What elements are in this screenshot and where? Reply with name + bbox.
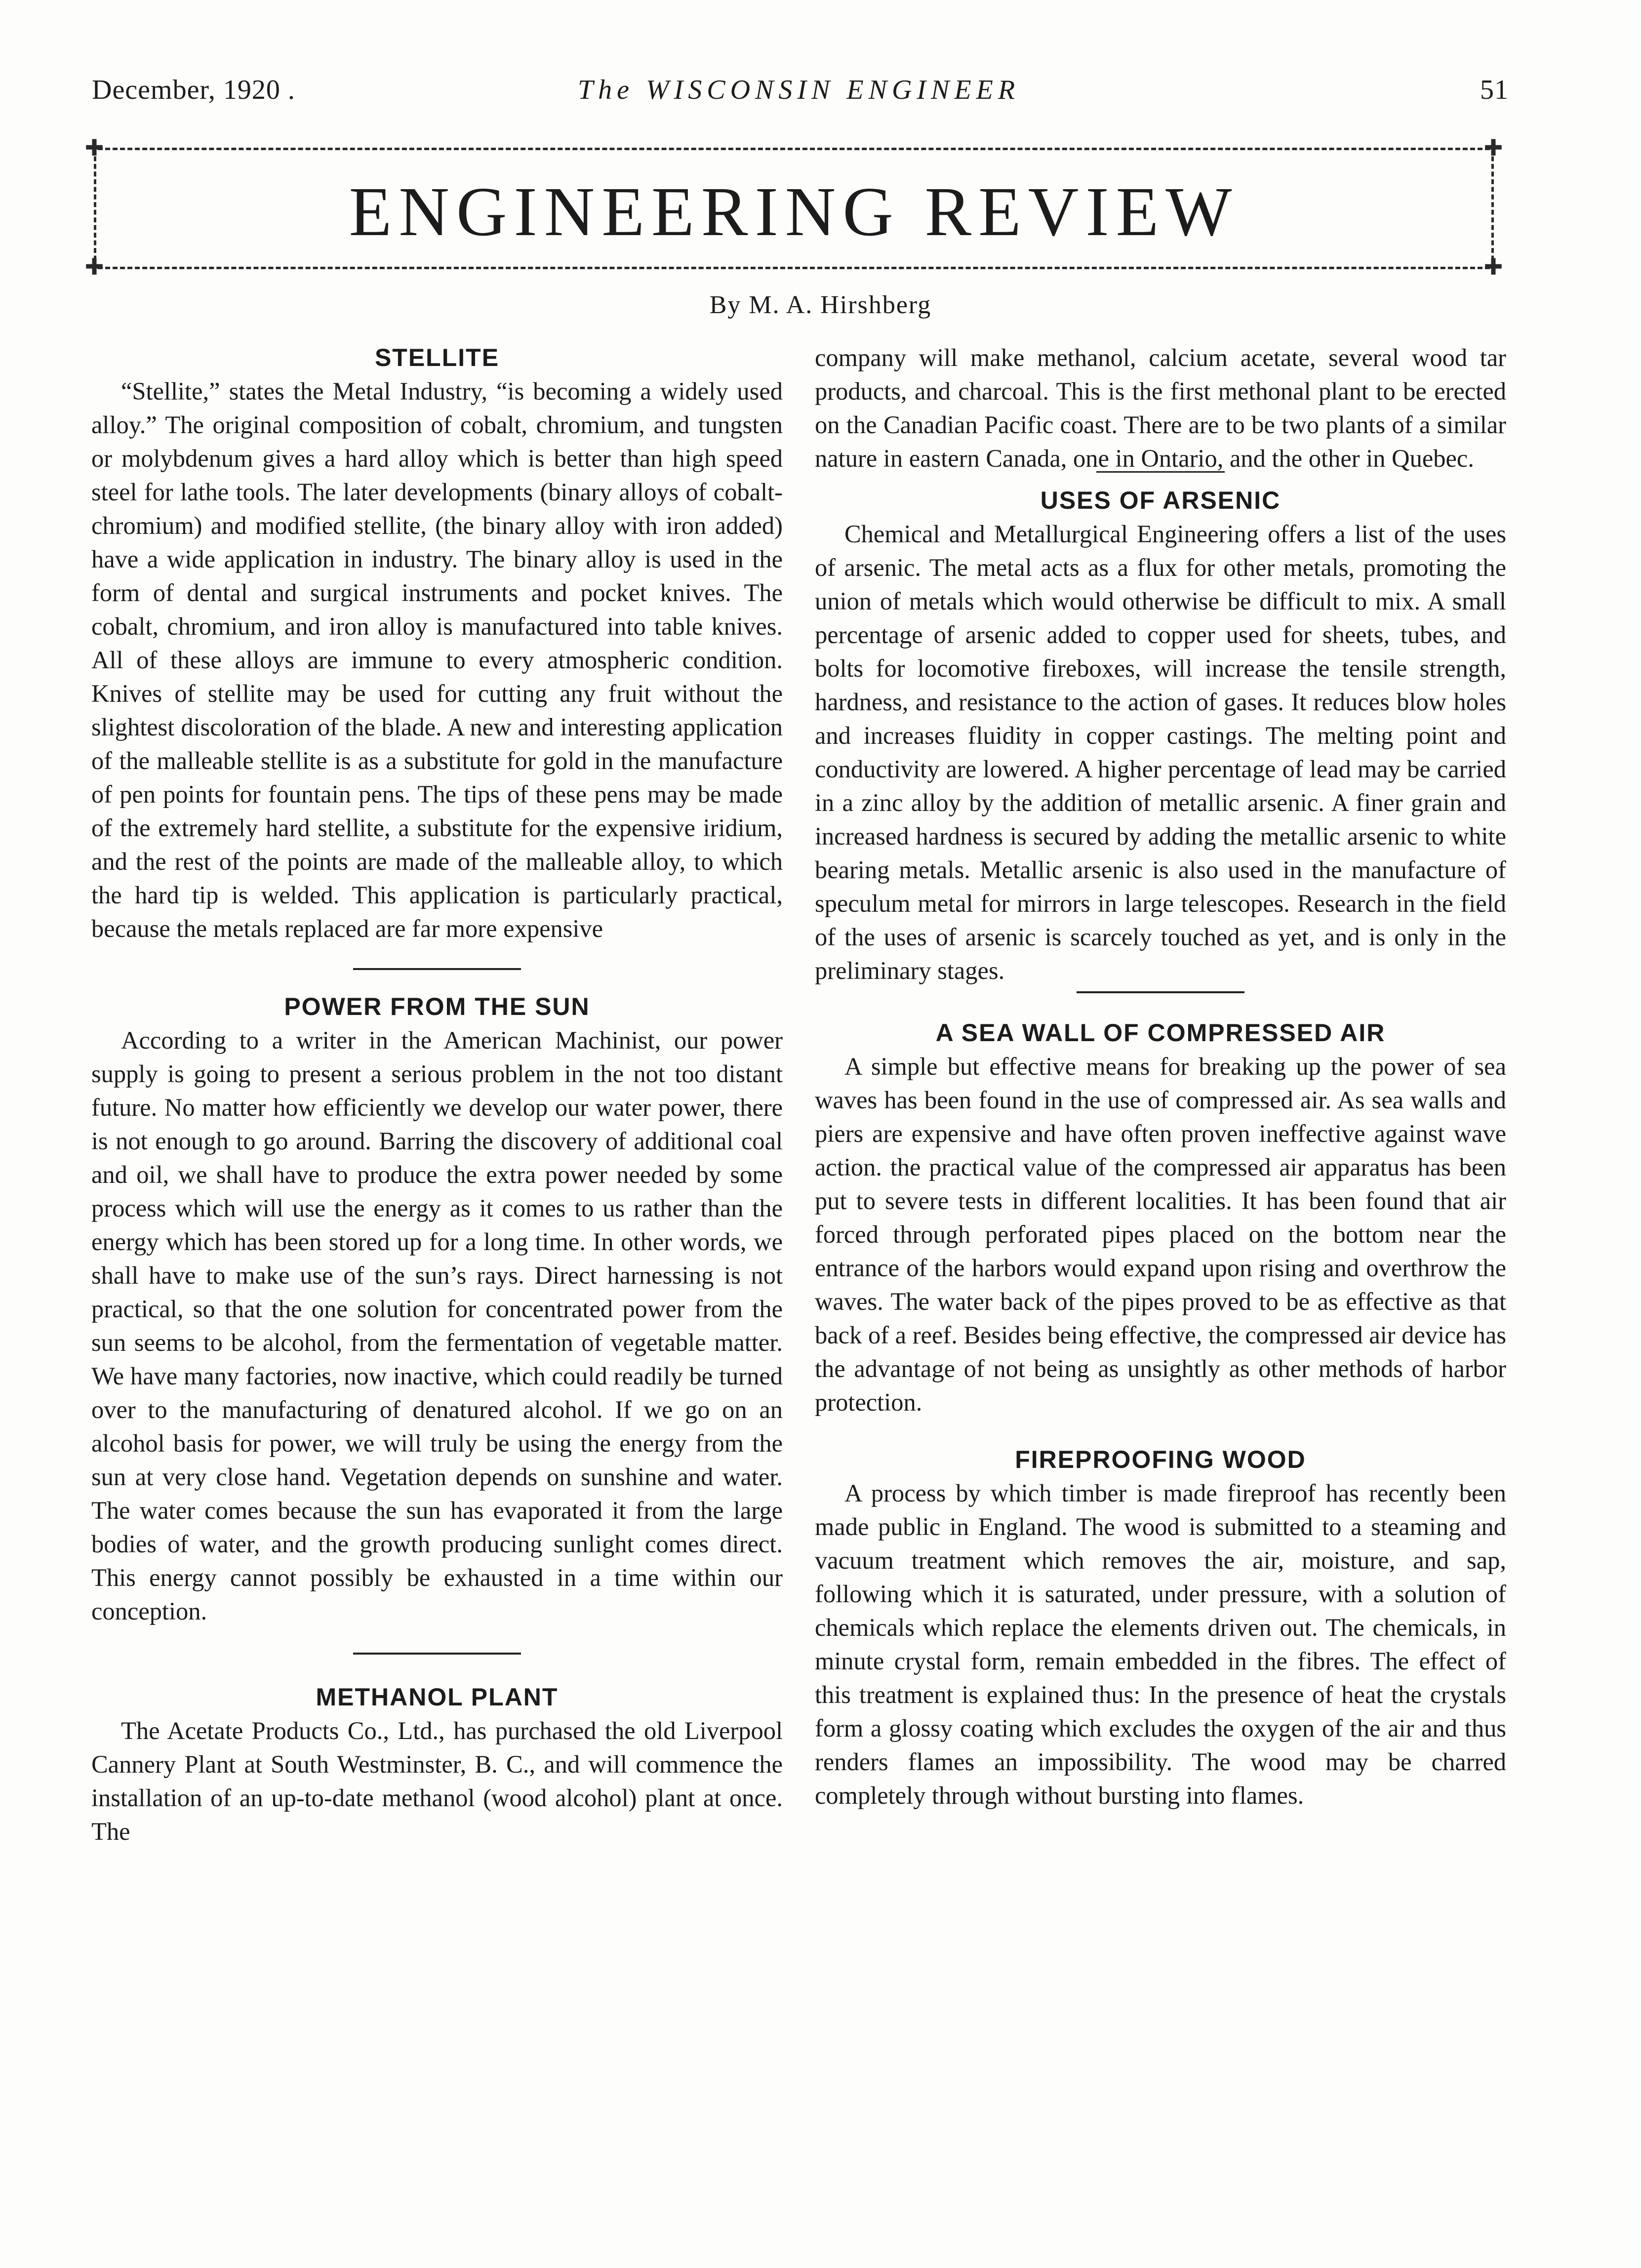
corner-ornament-icon: ✚ (1483, 254, 1503, 280)
article-heading: A SEA WALL OF COMPRESSED AIR (935, 1019, 1386, 1047)
article-methanol-plant (91, 1680, 783, 1848)
article-heading: FIREPROOFING WOOD (1015, 1446, 1306, 1473)
article-sea-wall (815, 1016, 1506, 1419)
section-divider (1077, 991, 1244, 993)
section-title: ENGINEERING REVIEW (349, 172, 1239, 250)
article-body: “Stellite,” states the Metal Industry, “is becoming a widely used alloy.” The original composition of cobalt, chromium, and tungsten or molybdenum gives a hard alloy which is better than high speed steel for lathe tools. The later developments (binary alloys of cobalt-chromium) and modified stellite, (the binary alloy with iron added) have a wide application in industry. The binary alloy is used in the form of dental and surgical instruments and pocket knives. The cobalt, chromium, and iron alloy is manufactured into table knives. All of these alloys are immune to every atmospheric condition. Knives of stellite may be used for cutting any fruit without the slightest discoloration of the blade. A new and interesting application of the malleable stellite is as a substitute for gold in the manufacture of pen points for fountain pens. The tips of these pens may be made of the extremely hard stellite, a substitute for the expensive iridium, and the rest of the points are made of the malleable alloy, to which the hard tip is welded. This application is particularly practical, because the metals replaced are far more expensive (91, 377, 783, 942)
journal-title: The WISCONSIN ENGINEER (577, 75, 1020, 105)
article-body-continued: company will make methanol, calcium acetate, several wood tar products, and charcoal. This is the first methonal plant to be erected on the Canadian Pacific coast. There are to be two plants of a similar nature in eastern Canada, one in Ontario, and the other in Quebec. (815, 344, 1506, 472)
left-column (91, 341, 783, 1848)
banner-bottom-rule (98, 267, 1490, 269)
article-body: A simple but effective means for breaking up the power of sea waves has been found in the use of compressed air. As sea walls and piers are expensive and have often proven ineffective against wave action. the practical value of the compressed air apparatus has been put to severe tests in different localities. It has been found that air forced through perforated pipes placed on the bottom near the entrance of the harbors would expand upon rising and overthrow the waves. The water back of the pipes proved to be as effective as that back of a reef. Besides being effective, the compressed air device has the advantage of not being as unsightly as other methods of harbor protection. (815, 1053, 1506, 1416)
article-heading: METHANOL PLANT (316, 1683, 559, 1711)
banner-top-rule (98, 148, 1490, 150)
article-uses-of-arsenic (815, 484, 1506, 987)
article-stellite (91, 341, 783, 945)
article-body: Chemical and Metallurgical Engineering offers a list of the uses of arsenic. The metal acts as a flux for other metals, promoting the union of metals which would otherwise be difficult to mix. A small percentage of arsenic added to copper used for sheets, tubes, and bolts for locomotive fireboxes, will increase the tensile strength, hardness, and resistance to the action of gases. It reduces blow holes and increases fluidity in copper castings. The melting point and conductivity are lowered. A higher percentage of lead may be carried in a zinc alloy by the addition of metallic arsenic. A finer grain and increased hardness is secured by adding the metallic arsenic to white bearing metals. Metallic arsenic is also used in the manufacture of speculum metal for mirrors in large telescopes. Research in the field of the uses of arsenic is scarcely touched as yet, and is only in the preliminary stages. (815, 520, 1506, 984)
issue-date: December, 1920 . (92, 75, 295, 105)
byline: By M. A. Hirshberg (709, 291, 932, 319)
article-power-from-the-sun (91, 990, 783, 1628)
section-banner (84, 135, 1503, 280)
right-column (815, 341, 1506, 1812)
section-divider (353, 968, 521, 970)
article-heading: STELLITE (374, 344, 500, 371)
running-head (89, 74, 1509, 119)
article-body: A process by which timber is made fireproof has recently been made public in England. The wood is submitted to a steaming and vacuum treatment which removes the air, moisture, and sap, following which it is saturated, under pressure, with a solution of chemicals which replace the elements driven out. The chemicals, in minute crystal form, remain embedded in the fibres. The effect of this treatment is explained thus: In the presence of heat the crystals form a glossy coating which excludes the oxygen of the air and thus renders flames an impossibility. The wood may be charred completely through without bursting into flames. (815, 1479, 1506, 1809)
page-number: 51 (1480, 75, 1509, 105)
article-heading: USES OF ARSENIC (1040, 486, 1281, 514)
article-heading: POWER FROM THE SUN (284, 993, 590, 1020)
corner-ornament-icon: ✚ (84, 135, 104, 161)
article-fireproofing-wood (815, 1443, 1506, 1812)
corner-ornament-icon: ✚ (84, 254, 104, 280)
section-divider (353, 1653, 521, 1655)
article-body: The Acetate Products Co., Ltd., has purchased the old Liverpool Cannery Plant at South Westminster, B. C., and will commence the installation of an up-to-date methanol (wood alcohol) plant at once. The (91, 1717, 783, 1845)
article-body: According to a writer in the American Machinist, our power supply is going to present a serious problem in the not too distant future. No matter how efficiently we develop our water power, there is not enough to go around. Barring the discovery of additional coal and oil, we shall have to produce the extra power needed by some process which will use the energy as it comes to us rather than the energy which has been stored up for a long time. In other words, we shall have to make use of the sun’s rays. Direct harnessing is not practical, so that the one solution for concentrated power from the sun seems to be alcohol, from the fermentation of vegetable matter. We have many factories, now inactive, which could readily be turned over to the manufacturing of denatured alcohol. If we go on an alcohol basis for power, we will truly be using the energy from the sun at very close hand. Vegetation depends on sunshine and water. The water comes because the sun has evaporated it from the large bodies of water, and the growth producing sunlight comes direct. This energy cannot possibly be exhausted in a time within our conception. (91, 1026, 783, 1625)
corner-ornament-icon: ✚ (1483, 135, 1503, 161)
